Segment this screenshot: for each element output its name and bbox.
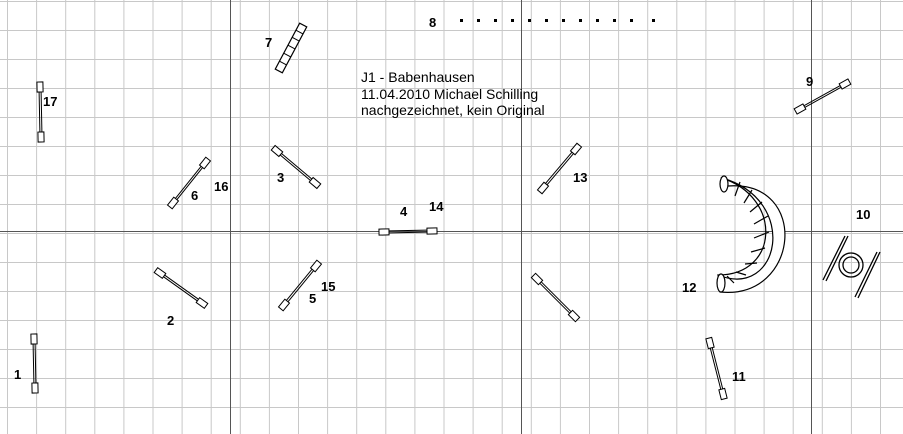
jump <box>706 337 727 399</box>
jump-stand <box>379 229 389 235</box>
weave-pole <box>494 19 497 22</box>
obstacle-12-tunnel <box>717 176 785 292</box>
jump-stand <box>311 260 322 272</box>
jump <box>154 268 208 309</box>
obstacle-label-8: 8 <box>429 15 437 30</box>
obstacle-label-7: 7 <box>265 35 273 50</box>
jump-stand <box>31 334 37 344</box>
course-note: nachgezeichnet, kein Original <box>361 102 545 118</box>
obstacle-label-6: 6 <box>191 188 199 203</box>
weave-pole <box>596 19 599 22</box>
obstacle-label-13: 13 <box>573 170 588 185</box>
jump <box>531 273 579 321</box>
obstacle-label-10: 10 <box>856 207 871 222</box>
jump-stand <box>38 132 44 142</box>
obstacle-label-1: 1 <box>14 367 22 382</box>
obstacle-label-17: 17 <box>43 94 58 109</box>
jump-stand <box>154 268 166 279</box>
jump-stand <box>839 79 851 89</box>
obstacle-label-11: 11 <box>732 369 746 384</box>
weave-pole <box>511 19 514 22</box>
jump-stand <box>196 298 208 309</box>
obstacle-label-9: 9 <box>806 74 814 89</box>
obstacle-label-12: 12 <box>682 280 697 295</box>
jump-stand <box>531 273 542 284</box>
course-date-author: 11.04.2010 Michael Schilling <box>361 86 539 102</box>
jump-stand <box>427 228 437 234</box>
weave-pole <box>528 19 531 22</box>
weave-pole <box>579 19 582 22</box>
jump-stand <box>794 104 806 114</box>
course-title: J1 - Babenhausen <box>361 69 475 85</box>
jump-stand <box>200 157 211 169</box>
jump-stand <box>271 145 283 156</box>
weave-pole <box>652 19 655 22</box>
jumps <box>31 79 851 400</box>
jump-stand <box>719 388 727 399</box>
jump-stand <box>568 310 579 321</box>
obstacle-label-4: 4 <box>400 204 408 219</box>
jump-stand <box>168 197 179 209</box>
obstacle-label-15: 15 <box>321 279 336 294</box>
obstacle-label-5: 5 <box>309 291 317 306</box>
jump-stand <box>537 182 548 194</box>
obstacle-label-3: 3 <box>277 170 285 185</box>
obstacle-label-16: 16 <box>214 179 229 194</box>
jump-stand <box>32 383 38 393</box>
jump-stand <box>706 337 714 348</box>
weave-pole <box>477 19 480 22</box>
weave-pole <box>630 19 633 22</box>
weave-pole <box>613 19 616 22</box>
jump <box>37 82 44 142</box>
jump-stand <box>279 299 290 311</box>
weave-pole <box>562 19 565 22</box>
obstacle-label-14: 14 <box>429 199 444 214</box>
weave-pole <box>460 19 463 22</box>
weave-pole <box>545 19 548 22</box>
jump-stand <box>309 177 321 188</box>
jump <box>537 143 581 194</box>
obstacle-label-2: 2 <box>167 313 175 328</box>
jump-stand <box>570 143 581 155</box>
jump-stand <box>37 82 43 92</box>
jump <box>168 157 211 209</box>
obstacle-8-weave-poles <box>460 19 655 22</box>
